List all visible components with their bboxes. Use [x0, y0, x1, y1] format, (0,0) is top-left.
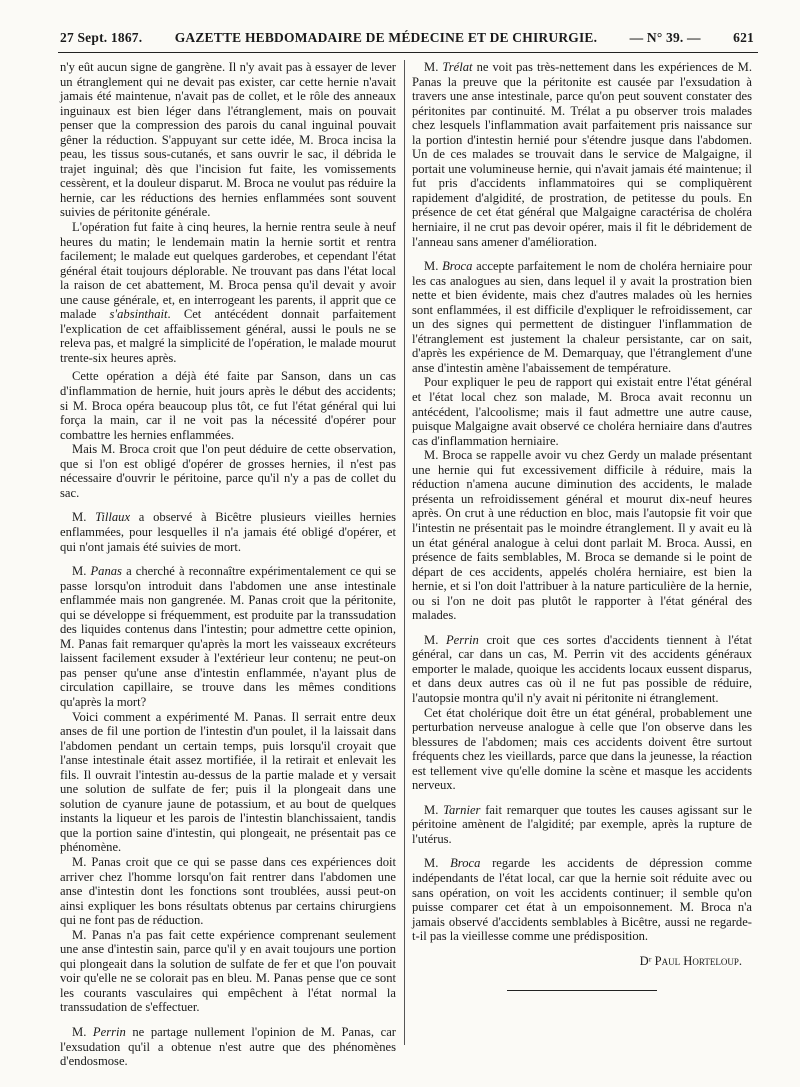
- paragraph: Mais M. Broca croit que l'on peut déduire de cette observation, que si l'on est obligé d'opérer de grosses hernies, il n'est pas nécessaire d'ouvrir le péritoine, parce qu'il n'y a pas de collet du sac.: [60, 442, 396, 500]
- header-page-number: 621: [733, 30, 754, 45]
- paragraph: M. Trélat ne voit pas très-nettement dans les expériences de M. Panas la preuve que la péritonite est causée par l'exsudation à travers une anse intestinale, parce qu'on peut souvent constater des péritonites par continuité. M. Trélat a pu observer trois malades chez lesquels l'inflammation avait parfaitement pris naissance sur la portion d'intestin hernié pour s'étendre jusque dans l'abdomen. Un de ces malades se trouvait dans le service de Malgaigne, il portait une volumineuse hernie, qui n'avait jamais été maintenue; il fut pris d'accidents inflammatoires qui se compliquèrent rapidement d'algidité, de prostration, de petitesse du pouls. En présence de cet état général que Malgaigne caractérisa de choléra herniaire, il ne crut pas devoir opérer, mais il fit le débridement de l'anneau sans amener d'amélioration.: [412, 60, 752, 249]
- speaker-name: Perrin: [445, 632, 479, 647]
- paragraph: M. Broca se rappelle avoir vu chez Gerdy un malade présentant une hernie qui fut excessivement difficile à réduire, mais la réduction n'amena aucune diminution des accidents, le malade présenta un refroidissement général et mourut dix-neuf heures après. On crut à une réduction en bloc, mais l'autopsie fit voir que l'intestin ne présentait pas le moindre étranglement. Il y avait eu là un état général analogue à celui dont parlait M. Broca. Aussi, en présence de faits semblables, M. Broca se demande si le point de départ de ces accidents, appelés choléra herniaire, est bien la hernie, et si l'on doit l'attribuer à la nature particulière de la hernie, ou si l'on ne doit pas plutôt le rapporter à l'état général des malades.: [412, 448, 752, 623]
- paragraph: Voici comment a expérimenté M. Panas. Il serrait entre deux anses de fil une portion de l'intestin d'un poulet, il la laissait dans l'abdomen pendant un certain temps, puis lorsqu'il croyait que l'anse intestinale était assez mortifiée, il la retirait et enlevait les fils. Il ouvrait l'intestin au-dessus de la partie malade et y versait une solution de sulfate de fer; puis il la plongeait dans une solution de cyanure jaune de potassium, et au bout de quelques instants la liqueur et les parois de l'intestin blanchissaient, tandis que la portion saine d'intestin, qui plongeait, ne présentait pas ce phénomène.: [60, 709, 396, 855]
- header-rule: [58, 52, 758, 53]
- paragraph: L'opération fut faite à cinq heures, la hernie rentra seule à neuf heures du matin; le lendemain matin la hernie sortit et rentra facilement; le malade eut quelques garderobes, et cependant l'état général était toujours déplorable. Ne trouvant pas dans l'état local la raison de cet abattement, M. Broca pensa qu'il devait y avoir une cause générale, et, en interrogeant les parents, il apprit que ce malade s'absinthait. Cet antécédent donnait parfaitement l'explication de cet affaiblissement général, aussi le pouls ne se releva pas, et malgré la simplicité de l'opération, le malade mourut trente-six heures après.: [60, 220, 396, 365]
- paragraph: M. Broca regarde les accidents de dépression comme indépendants de l'état local, car que la hernie soit réduite avec ou sans opération, on voit les accidents continuer; il semble qu'on puisse comparer cet état à un empoisonnement. M. Broca n'a jamais observé d'accidents semblables à Bicêtre, aussi ne regarde-t-il pas la vieillesse comme une prédisposition.: [412, 856, 752, 944]
- paragraph: M. Panas n'a pas fait cette expérience comprenant seulement une anse d'intestin sain, parce qu'il y en avait toujours une portion qui plongeait dans la solution de sulfate de fer et que l'on pouvait voir qu'elle ne se colorait pas en bleu. M. Panas pense que ce sont les courants vasculaires qui empêchent à l'état normal la transsudation de s'effectuer.: [60, 927, 396, 1015]
- speaker-name: Broca: [442, 259, 473, 274]
- header-issue: — N° 39. —: [629, 30, 701, 45]
- right-column: [412, 60, 752, 991]
- paragraph: Cet état cholérique doit être un état général, probablement une perturbation nerveuse analogue à celle que l'on observe dans les blessures de l'abdomen; mais ces accidents doivent être surtout fréquents chez les vieillards, parce que dans la jeunesse, la réaction est tellement vive qu'elle domine la scène et masque les accidents nerveux.: [412, 705, 752, 793]
- speaker-name: Trélat: [442, 60, 473, 74]
- column-divider: [404, 60, 405, 1045]
- speaker-name: Tarnier: [443, 802, 481, 817]
- paragraph: M. Tarnier fait remarquer que toutes les causes agissant sur le péritoine amènent de l'algidité; par exemple, après la rupture de l'utérus.: [412, 802, 752, 846]
- running-header: [60, 30, 754, 46]
- speaker-name: Broca: [450, 856, 481, 871]
- paragraph: M. Panas croit que ce qui se passe dans ces expériences doit arriver chez l'homme lorsqu'on fait rentrer dans l'abdomen une anse d'intestin dont les fonctions sont troublées, aussi peut-on ainsi expliquer les bons résultats obtenus par certains chirurgiens qui ne font pas de réduction.: [60, 854, 396, 928]
- header-date: 27 Sept. 1867.: [60, 30, 143, 45]
- speaker-name: Perrin: [92, 1025, 126, 1039]
- end-rule: [507, 990, 657, 991]
- paragraph: n'y eût aucun signe de gangrène. Il n'y avait pas à essayer de lever un étranglement qui ne devait pas exister, car cette hernie n'avait jamais été maintenue, n'avait pas de collet, et le rôle des anneaux inguinaux est bien léger dans l'étranglement, mais on pouvait penser que la compression des parois du canal inguinal pouvait gêner la réduction. S'appuyant sur cette idée, M. Broca incisa la peau, les tissus sous-cutanés, et sans ouvrir le sac, il débrida le trajet inguinal; dès que l'incision fut faite, les vomissements cessèrent, et la douleur disparut. M. Broca ne voulut pas réduire la hernie, car les réductions des hernies enflammées sont souvent suivies de péritonite générale.: [60, 60, 396, 220]
- paragraph: Cette opération a déjà été faite par Sanson, dans un cas d'inflammation de hernie, huit jours après le début des accidents; si M. Broca opéra beaucoup plus tôt, ce fut l'état général qui lui força la main, car il ne voit pas la nécessité d'opérer pour combattre les hernies enflammées.: [60, 369, 396, 442]
- paragraph: M. Perrin ne partage nullement l'opinion de M. Panas, car l'exsudation qu'il a obtenue n'est autre que des phénomènes d'endosmose.: [60, 1025, 396, 1069]
- paragraph: M. Tillaux a observé à Bicêtre plusieurs vieilles hernies enflammées, pour lesquelles il n'a jamais été obligé d'opérer, et qui n'ont jamais été suivies de mort.: [60, 510, 396, 554]
- author-signature: Dʳ Paul Horteloup.: [639, 953, 742, 968]
- left-column: [60, 60, 396, 1069]
- speaker-name: Tillaux: [95, 510, 131, 525]
- paragraph: M. Broca accepte parfaitement le nom de choléra herniaire pour les cas analogues au sien, dans lequel il y avait la prostration bien nette et bien évidente, mais chez d'autres malades où les hernies sont enflammées, il est difficile d'expliquer le refroidissement, car un des signes qui permettent de distinguer l'inflammation de l'étranglement est justement la chaleur persistante, car on sait, d'après les expérience de M. Demarquay, que l'étranglement d'une anse d'intestin amène l'abaissement de température.: [412, 259, 752, 375]
- paragraph: M. Panas a cherché à reconnaître expérimentalement ce qui se passe lorsqu'on introduit dans l'abdomen une anse intestinale enflammée mais non gangrenée. M. Panas croit que la péritonite, qui se développe si fréquemment, est produite par la transsudation des liquides contenus dans l'intestin; pour admettre cette opinion, M. Panas fait remarquer qu'après la mort les vaisseaux excréteurs laissent facilement exsuder à l'extérieur leur contenu; ne peut-on pas penser qu'une anse d'intestin enflammée, n'ayant plus de circulation capillaire, se trouve dans les mêmes conditions qu'après la mort?: [60, 564, 396, 709]
- paragraph: M. Perrin croit que ces sortes d'accidents tiennent à l'état général, car dans un cas, M. Perrin vit des accidents généraux emporter le malade, quoique les accidents locaux eussent disparus, et dans deux autres cas où il ne fut pas possible de réduire, l'autopsie montra qu'il n'y avait ni péritonite ni étranglement.: [412, 632, 752, 705]
- paragraph: Pour expliquer le peu de rapport qui existait entre l'état général et l'état local chez son malade, M. Broca avait reconnu un antécédent, l'alcoolisme; mais il faut admettre une autre cause, puisque Malgaigne avait observé ce choléra herniaire dans d'autres cas d'inflammation herniaire.: [412, 375, 752, 448]
- header-title: GAZETTE HEBDOMADAIRE DE MÉDECINE ET DE CHIRURGIE.: [174, 30, 598, 45]
- speaker-name: Panas: [90, 564, 122, 579]
